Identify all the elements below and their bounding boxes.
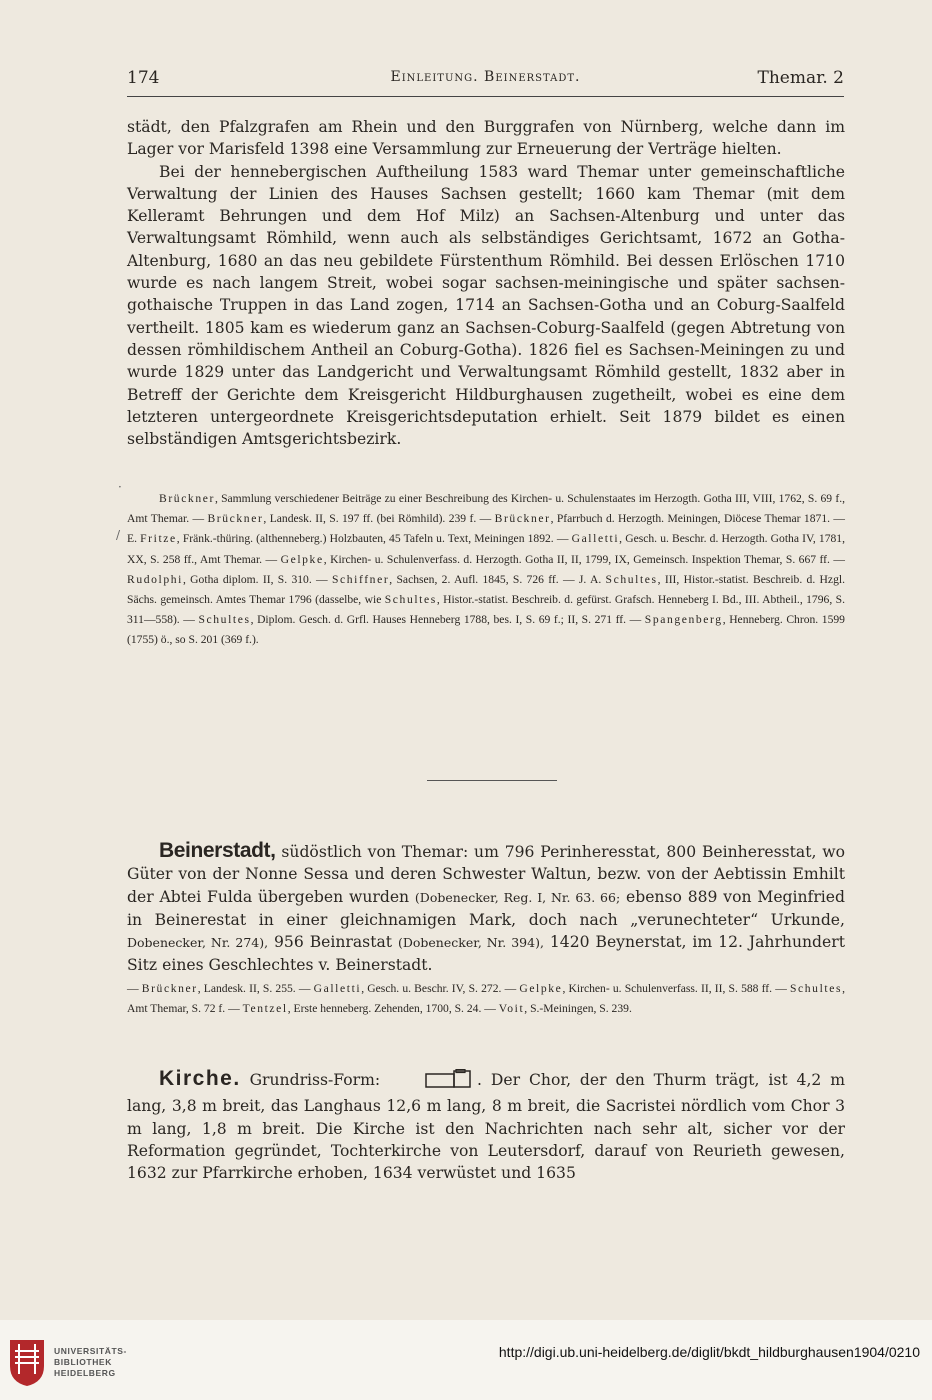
source-url-link[interactable]: http://digi.ub.uni-heidelberg.de/diglit/bkdt_hildburghausen1904/0210: [498, 1344, 920, 1360]
page-number: 174: [127, 68, 160, 88]
running-header: [127, 68, 844, 94]
author: Fritze: [140, 532, 177, 546]
author: Schiffner: [331, 572, 390, 586]
running-title: Einleitung. Beinerstadt.: [390, 69, 581, 85]
margin-mark: /: [116, 528, 121, 542]
author: Galletti: [571, 532, 620, 546]
ground-plan-icon: [393, 1069, 473, 1095]
author: Voit: [498, 1002, 525, 1016]
author: Brückner: [494, 512, 551, 526]
header-rule: [127, 96, 844, 97]
paragraph-2: Bei der hennebergischen Auftheilung 1583 ward Themar unter gemeinschaftliche Verwaltung der Linien des Hauses Sachsen gestellt; 1660 kam Themar (mit dem Kelleramt Behrungen und dem Hof Milz) an Sachsen-Altenburg und unter das Verwaltungsamt Römhild, wenn auch als selbständiges Gerichtsamt, 1672 an Gotha-Altenburg, 1680 an das neu gebildete Fürstenthum Römhild. Bei dessen Erlöschen 1710 wurde es nach langem Streit, wobei sogar sachsen-meiningische und später sachsen-gothaische Truppen in das Land zogen, 1714 an Sachsen-Gotha und an Coburg-Saalfeld vertheilt. 1805 kam es wiederum ganz an Sachsen-Coburg-Saalfeld (gegen Abtretung von dessen römhildischem Antheil an Coburg-Gotha). 1826 fiel es Sachsen-Meiningen zu und wurde 1829 unter das Landgericht und Verwaltungsamt Römhild gestellt, 1832 aber in Betreff der Gerichte dem Kreisgericht Hildburghausen zugetheilt, wobei es eine dem letzteren untergeordnete Kreisgerichtsdeputation erhielt. Seit 1879 bildet es einen selbständigen Amtsgerichtsbezirk.: [127, 162, 845, 449]
author: Tentzel: [242, 1002, 288, 1016]
author: Schultes: [789, 982, 843, 995]
margin-mark: ·: [118, 480, 122, 494]
library-name: UNIVERSITÄTS- BIBLIOTHEK HEIDELBERG: [54, 1346, 127, 1378]
bibliography-note: — Brückner, Landesk. II, S. 255. — Galletti, Gesch. u. Beschr. IV, S. 272. — Gelpke, Kirchen- u. Schulenverfass. II, II, S. 588 ff. — Schultes, Amt Themar, S. 72 f. — Tentzel, Erste henneberg. Zehenden, 1700, S. 24. — Voit, S.-Meiningen, S. 239.: [127, 982, 845, 1016]
author: Schultes: [605, 572, 658, 586]
section-heading: Kirche.: [159, 1067, 241, 1090]
library-seal-icon: [6, 1338, 48, 1388]
author: Gelpke: [280, 552, 324, 566]
beinerstadt-section: [127, 840, 845, 977]
kirche-paragraph: Kirche. Grundriss-Form: . Der Chor, der den Thurm trägt, ist 4,2 m lang, 3,8 m breit, das Langhaus 12,6 m lang, 8 m breit, die Sacristei nördlich vom Chor 3 m lang, 1,8 m breit. Die Kirche ist den Nachrichten nach sehr alt, sicher vor der Reformation gegründet, Tochterkirche von Leutersdorf, darauf von Reurieth gewesen, 1632 zur Pfarrkirche erhoben, 1634 verwüstet und 1635: [127, 1067, 845, 1183]
library-footer: [0, 1320, 932, 1400]
author: Brückner: [159, 492, 215, 505]
bibliography-note: Brückner, Sammlung verschiedener Beiträge zu einer Beschreibung des Kirchen- u. Schulenstaates im Herzogth. Gotha III, VIII, 1762, S. 69 f., Amt Themar. — Brückner, Landesk. II, S. 197 ff. (bei Römhild). 239 f. — Brückner, Pfarrbuch d. Herzogth. Meiningen, Diöcese Themar 1871. — E. Fritze, Fränk.-thüring. (althenneberg.) Holzbauten, 45 Tafeln u. Text, Meiningen 1892. — Galletti, Gesch. u. Beschr. d. Herzogth. Gotha IV, 1781, XX, S. 258 ff., Amt Themar. — Gelpke, Kirchen- u. Schulenverfass. d. Herzogth. Gotha II, II, 1799, IX, Gemeinsch. Inspektion Themar, S. 667 ff. — Rudolphi, Gotha diplom. II, S. 310. — Schiffner, Sachsen, 2. Aufl. 1845, S. 726 ff. — J. A. Schultes, III, Histor.-statist. Beschreib. d. Hzgl. Sächs. gemeinsch. Amtes Themar 1796 (dasselbe, wie Schultes, Histor.-statist. Beschreib. d. gefürst. Grafsch. Henneberg I. Bd., III. Abtheil., 1796, S. 311—558). — Schultes, Diplom. Gesch. d. Grfl. Hauses Henneberg 1788, bes. I, S. 69 f.; II, S. 271 ff. — Spangenberg, Henneberg. Chron. 1599 (1755) ö., so S. 201 (369 f.).: [127, 492, 845, 647]
section-heading: Beinerstadt,: [159, 839, 276, 862]
paragraph-1: städt, den Pfalzgrafen am Rhein und den Burggrafen von Nürnberg, welche dann im Lager vor Marisfeld 1398 eine Versammlung zur Erneuerung der Verträge hielten.: [127, 118, 845, 159]
themar-body: [127, 116, 845, 450]
author: Spangenberg: [644, 613, 723, 627]
author: Brückner: [141, 982, 198, 995]
section-divider: [427, 780, 557, 781]
beinerstadt-paragraph: Beinerstadt, südöstlich von Themar: um 796 Perinheresstat, 800 Beinheresstat, wo Güter von der Nonne Sessa und deren Schwester Waltun, bezw. von der Aebtissin Emhilt der Abtei Fulda übergeben wurden (Dobenecker, Reg. I, Nr. 63. 66; ebenso 889 von Meginfried in Beinerestat in einer gleichnamigen Mark, doch nach „verunechteter“ Urkunde, Dobenecker, Nr. 274), 956 Beinrastat (Dobenecker, Nr. 394), 1420 Beynerstat, im 12. Jahrhundert Sitz eines Geschlechtes v. Beinerstadt.: [127, 839, 845, 975]
beinerstadt-bibliography: [127, 979, 845, 1019]
author: Galletti: [313, 982, 362, 995]
kirche-section: [127, 1068, 845, 1184]
author: Schultes: [384, 593, 437, 607]
author: Rudolphi: [127, 572, 183, 586]
author: Schultes: [198, 613, 251, 627]
author: Gelpke: [519, 982, 563, 995]
section-label: Themar. 2: [757, 68, 844, 88]
themar-bibliography: [127, 489, 845, 651]
author: Brückner: [207, 512, 264, 526]
